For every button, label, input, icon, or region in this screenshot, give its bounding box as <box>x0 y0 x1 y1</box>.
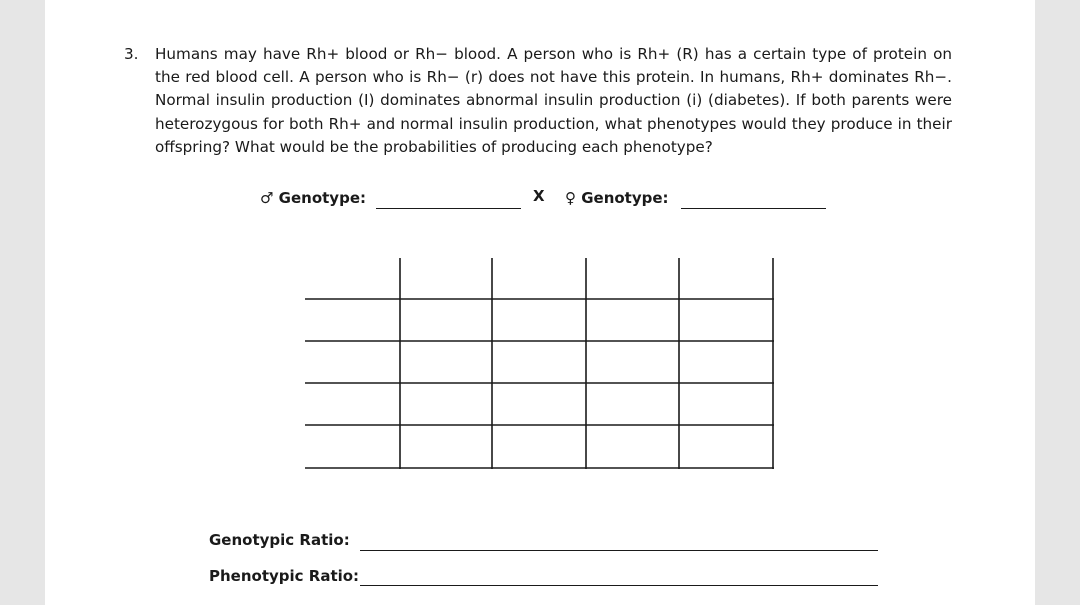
male-genotype-label: ♂ Genotype: <box>260 189 366 207</box>
phenotypic-ratio-blank[interactable] <box>360 585 878 586</box>
female-genotype-blank[interactable] <box>681 208 826 209</box>
genotypic-ratio-label: Genotypic Ratio: <box>209 531 350 549</box>
question-number: 3. <box>124 45 139 63</box>
cross-symbol: X <box>533 187 545 205</box>
punnett-square-grid[interactable] <box>305 257 775 470</box>
genotypic-ratio-blank[interactable] <box>360 550 878 551</box>
male-genotype-blank[interactable] <box>376 208 521 209</box>
female-genotype-label: ♀ Genotype: <box>565 189 669 207</box>
question-text: Humans may have Rh+ blood or Rh− blood. A person who is Rh+ (R) has a certain type of protein on the red blood cell. A person who is Rh− (r) does not have this protein. In humans, Rh+ dominates Rh−. Normal insulin production (I) dominates abnormal insulin production (i) (diabetes). If both parents were heterozygous for both Rh+ and normal insulin production, what phenotypes would they produce in their offspring? What would be the probabilities of producing each phenotype? <box>155 45 952 156</box>
phenotypic-ratio-label: Phenotypic Ratio: <box>209 567 360 585</box>
